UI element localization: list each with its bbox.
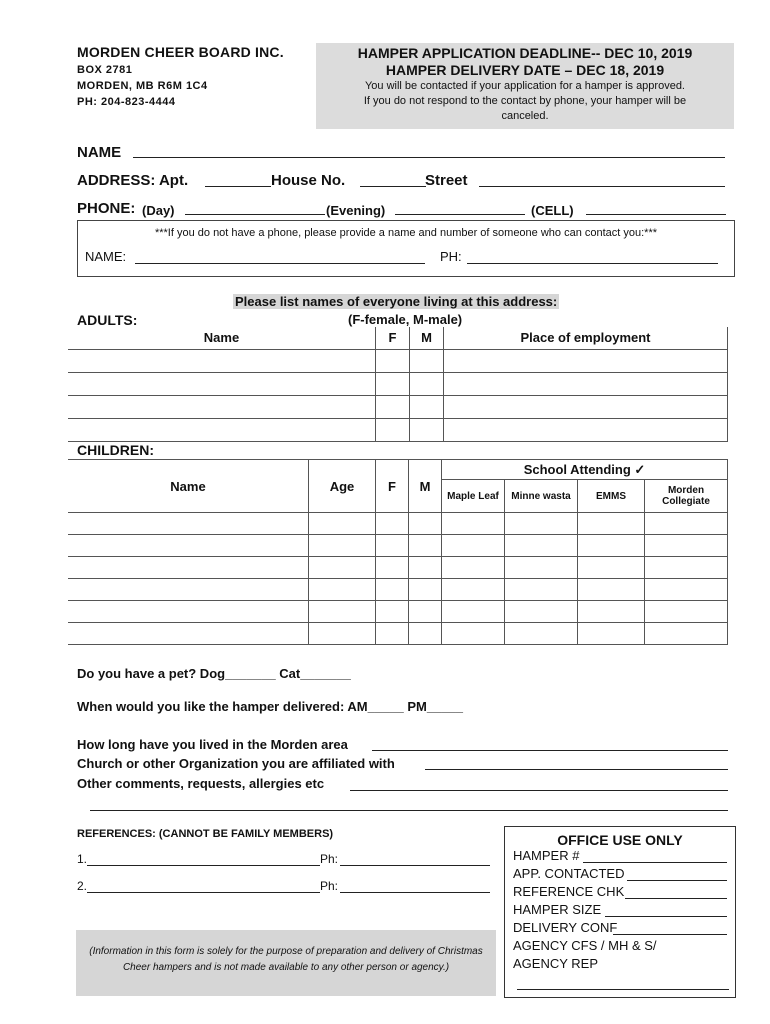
table-row[interactable] (68, 623, 728, 645)
day-label: (Day) (142, 203, 175, 218)
street-label: Street (425, 172, 468, 189)
office-label: DELIVERY CONF (513, 920, 618, 935)
office-label: REFERENCE CHK (513, 884, 625, 899)
office-label: HAMPER # (513, 848, 580, 863)
adults-header-employment: Place of employment (444, 327, 728, 349)
day-phone-field[interactable] (185, 214, 325, 215)
office-row-app-contacted (513, 866, 735, 884)
reference-2-ph-label: Ph: (320, 879, 339, 893)
adults-table (68, 327, 728, 442)
office-field[interactable] (613, 934, 727, 935)
alternate-contact-box (77, 220, 735, 277)
alt-name-label: NAME: (85, 249, 127, 264)
children-table (68, 459, 728, 645)
lived-question: How long have you lived in the Morden area (77, 737, 348, 752)
office-field[interactable] (627, 880, 727, 881)
deadline-note-2: If you do not respond to the contact by phone, your hamper will be (363, 95, 687, 107)
reference-2-label: 2. (77, 879, 88, 893)
office-use-box (504, 826, 736, 998)
org-phone: PH: 204-823-4444 (77, 96, 176, 108)
organization-header (77, 44, 284, 108)
reference-1-ph-field[interactable] (340, 865, 490, 866)
household-instruction: Please list names of everyone living at this address: (235, 294, 558, 309)
table-row[interactable] (68, 349, 728, 372)
delivery-question[interactable]: When would you like the hamper delivered: AM_____ PM_____ (77, 699, 464, 714)
school-emms: EMMS (578, 480, 645, 513)
children-header-age: Age (309, 460, 376, 513)
office-row-reference-chk (513, 884, 735, 902)
table-row[interactable] (68, 601, 728, 623)
table-row[interactable] (68, 557, 728, 579)
table-row[interactable] (68, 418, 728, 441)
cell-phone-field[interactable] (586, 214, 726, 215)
office-row-hamper (513, 848, 735, 866)
reference-1-ph-label: Ph: (320, 852, 339, 866)
reference-2-ph-field[interactable] (340, 892, 490, 893)
adults-header-f: F (376, 327, 410, 349)
children-header-name: Name (68, 460, 309, 513)
comments-field[interactable] (350, 790, 728, 791)
street-field[interactable] (479, 186, 725, 187)
school-attending-header: School Attending ✓ (442, 460, 728, 480)
org-box: BOX 2781 (77, 64, 133, 76)
church-question: Church or other Organization you are affiliated with (77, 756, 395, 771)
table-row[interactable] (68, 372, 728, 395)
gender-legend: (F-female, M-male) (348, 312, 463, 327)
adults-header-m: M (410, 327, 444, 349)
privacy-disclaimer-text: (Information in this form is solely for the purpose of preparation and delivery of Christmas Cheer hampers and is not made available to any other person or agency.) (89, 946, 483, 973)
children-label: CHILDREN: (77, 442, 154, 458)
school-minnewasta: Minne wasta (505, 480, 578, 513)
table-row[interactable] (68, 513, 728, 535)
office-field[interactable] (625, 898, 727, 899)
table-row[interactable] (68, 535, 728, 557)
deadline-note-3: canceled. (501, 110, 549, 122)
references-title: REFERENCES: (CANNOT BE FAMILY MEMBERS) (77, 828, 334, 840)
table-row[interactable] (68, 395, 728, 418)
apt-field[interactable] (205, 186, 271, 187)
phone-label: PHONE: (77, 200, 136, 217)
school-morden-collegiate: Morden Collegiate (645, 480, 728, 513)
alt-ph-field[interactable] (467, 263, 718, 264)
alternate-contact-note: ***If you do not have a phone, please provide a name and number of someone who can contact you:*** (154, 227, 658, 239)
comments-field-2[interactable] (90, 810, 728, 811)
house-field[interactable] (360, 186, 426, 187)
office-agency-rep-field[interactable] (517, 989, 729, 990)
school-maple-leaf: Maple Leaf (442, 480, 505, 513)
deadline-note-1: You will be contacted if your application for a hamper is approved. (364, 80, 685, 92)
org-name: MORDEN CHEER BOARD INC. (77, 44, 284, 60)
evening-phone-field[interactable] (395, 214, 525, 215)
office-row-agency-rep (513, 956, 735, 974)
table-row[interactable] (68, 579, 728, 601)
reference-1-label: 1. (77, 852, 88, 866)
org-city: MORDEN, MB R6M 1C4 (77, 80, 208, 92)
address-apt-label: ADDRESS: Apt. (77, 172, 189, 189)
alt-name-field[interactable] (135, 263, 425, 264)
delivery-date: HAMPER DELIVERY DATE – DEC 18, 2019 (385, 62, 665, 78)
adults-header-name: Name (68, 327, 376, 349)
office-use-title: OFFICE USE ONLY (557, 832, 683, 848)
adults-label: ADULTS: (77, 312, 138, 328)
office-label: APP. CONTACTED (513, 866, 625, 881)
comments-question: Other comments, requests, allergies etc (77, 776, 325, 791)
evening-label: (Evening) (326, 203, 386, 218)
children-header-f: F (376, 460, 409, 513)
pet-question[interactable]: Do you have a pet? Dog_______ Cat_______ (77, 666, 351, 681)
name-field[interactable] (133, 157, 725, 158)
cell-label: (CELL) (531, 203, 574, 218)
office-field[interactable] (583, 862, 727, 863)
office-row-agency (513, 938, 735, 956)
lived-field[interactable] (372, 750, 728, 751)
privacy-disclaimer (76, 930, 496, 996)
office-field[interactable] (605, 916, 727, 917)
office-row-hamper-size (513, 902, 735, 920)
reference-1-name-field[interactable] (87, 865, 320, 866)
reference-2-name-field[interactable] (87, 892, 320, 893)
church-field[interactable] (425, 769, 728, 770)
office-label: AGENCY CFS / MH & S/ (513, 938, 657, 953)
office-label: AGENCY REP (513, 956, 599, 971)
deadline-title: HAMPER APPLICATION DEADLINE-- DEC 10, 2019 (357, 45, 693, 61)
deadline-box (316, 43, 734, 129)
house-label: House No. (271, 172, 346, 189)
name-label: NAME (77, 144, 122, 161)
alt-ph-label: PH: (440, 249, 462, 264)
children-header-m: M (409, 460, 442, 513)
office-label: HAMPER SIZE (513, 902, 602, 917)
office-row-delivery-conf (513, 920, 735, 938)
